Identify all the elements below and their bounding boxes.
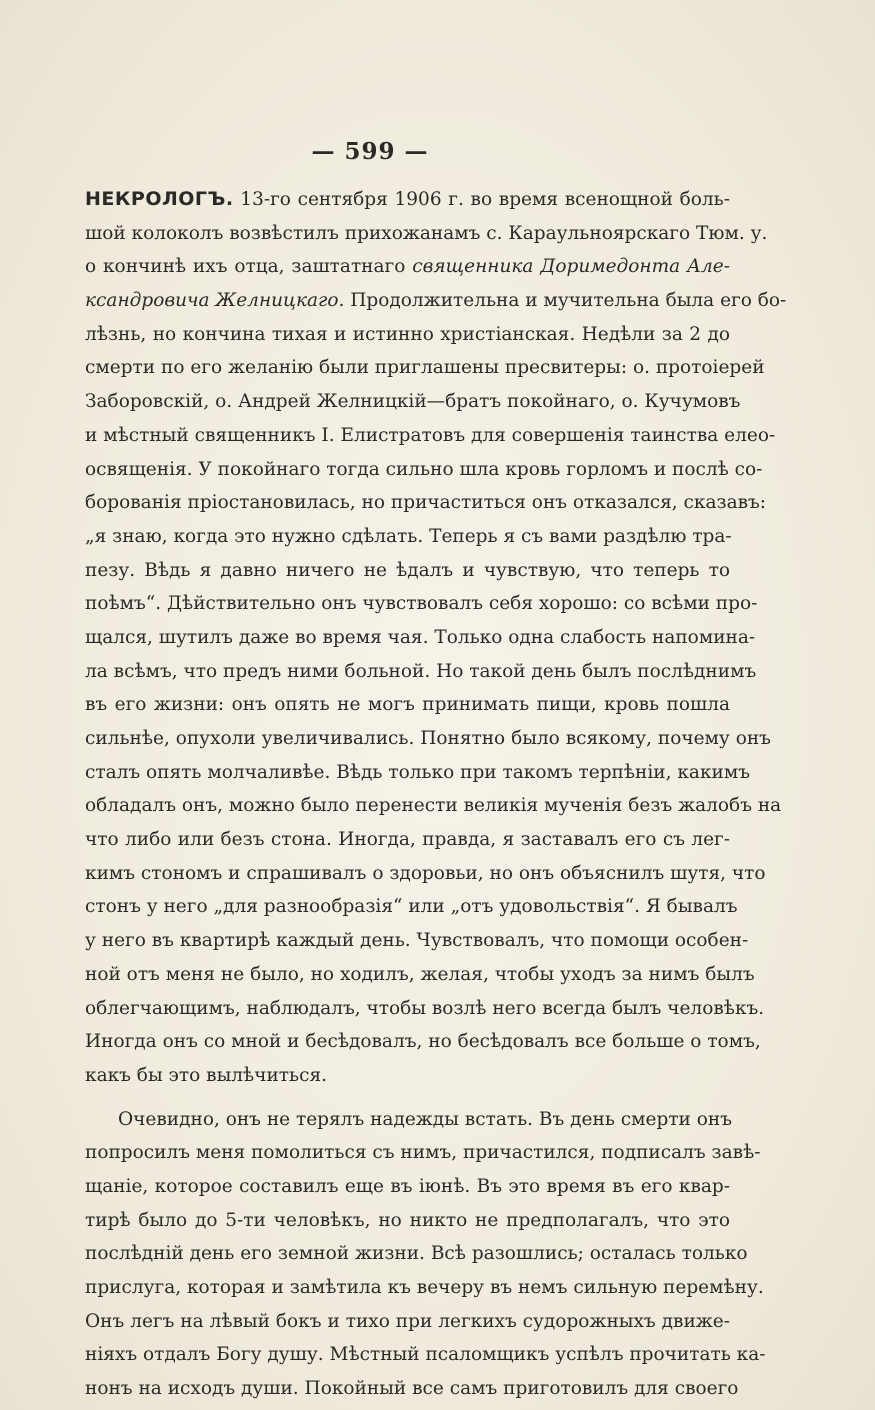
line-text: тирѣ было до 5-ти человѣкъ, но никто не предполагалъ, что это [85,1209,730,1231]
text-line [85,621,756,655]
text-line [85,250,730,284]
line-text: прислуга, которая и замѣтила къ вечеру въ немъ сильную перемѣну. [85,1277,764,1298]
line-text: пезу. Вѣдь я давно ничего не ѣдалъ и чувствую, что теперь то [85,559,730,581]
line-text: Продолжительна и мучительна была его бо- [344,290,787,312]
text-line [85,318,730,352]
page-number: — 599 — [311,138,429,165]
text-line [85,385,741,419]
text-line [85,722,771,756]
line-text: что либо или безъ стона. Иногда, правда, я заставалъ его съ лег- [85,829,730,851]
text-line [85,823,730,857]
line-text: Онъ легъ на лѣвый бокъ и тихо при легкихъ судорожныхъ движе- [85,1310,730,1332]
text-line [85,1059,730,1093]
text-line [85,217,768,251]
text-line [85,351,765,385]
line-text: кимъ стономъ и спрашивалъ о здоровьи, но онъ объяснилъ шутя, что [85,862,766,884]
text-line [85,756,751,790]
text-line [85,655,757,689]
line-text: смерти по его желанію были приглашены пресвитеры: о. протоіерей [85,357,765,379]
text-line [85,183,730,217]
text-line [85,1271,764,1305]
line-text: ла всѣмъ, что предъ ними больной. Но такой день былъ послѣднимъ [85,660,757,682]
line-text: стонъ у него „для разнообразія“ или „отъ удовольствія“. Я бывалъ [85,896,738,918]
obituary-text [85,183,787,1406]
text-line [85,1204,730,1238]
line-text: Иногда онъ со мной и бесѣдовалъ, но бесѣдовалъ все больше о томъ, [85,1031,761,1053]
line-text: послѣдній день его земной жизни. Всѣ разошлись; осталась только [85,1243,748,1265]
line-text: облегчающимъ, наблюдалъ, чтобы возлѣ него всегда былъ человѣкъ. [85,997,765,1019]
section-heading: НЕКРОЛОГЪ. [85,188,234,210]
line-text: обладалъ онъ, можно было перенести великія мученія безъ жалобъ на [85,795,782,817]
text-line [85,284,787,318]
text-line [85,1170,730,1204]
line-text: „я знаю, когда это нужно сдѣлать. Теперь я съ вами раздѣлю тра- [85,525,732,547]
text-line [85,1305,730,1339]
priest-name: ксандровича Желницкаго. [85,290,345,312]
line-text: борованія пріостановилась, но причаститься онъ отказался, сказавъ: [85,492,767,514]
line-text: щался, шутилъ даже во время чая. Только одна слабость напомина- [85,626,756,648]
text-line [85,688,730,722]
line-text: о кончинѣ ихъ отца, заштатнаго [85,256,413,278]
line-text: лѣзнь, но кончина тихая и истинно христіанская. Недѣли за 2 до [85,323,730,345]
text-line [85,587,758,621]
text-line [85,1372,739,1406]
line-text: у него въ квартирѣ каждый день. Чувствовалъ, что помощи особен- [85,930,749,952]
text-line [85,992,765,1026]
text-line [85,1103,733,1137]
text-line [85,453,763,487]
text-line [85,486,767,520]
line-text: ной отъ меня не было, но ходилъ, желая, чтобы уходъ за нимъ былъ [85,963,755,985]
text-line [85,1338,766,1372]
text-line [85,958,755,992]
text-line [85,1237,748,1271]
text-line [85,789,782,823]
text-line [85,520,730,554]
text-line [85,1136,761,1170]
line-text: ніяхъ отдалъ Богу душу. Мѣстный псаломщикъ успѣлъ прочитать ка- [85,1344,766,1366]
text-line [85,1025,761,1059]
text-line [85,890,738,924]
text-line [85,857,766,891]
line-text: освященія. У покойнаго тогда сильно шла кровь горломъ и послѣ со- [85,458,763,480]
line-text: сталъ опять молчаливѣе. Вѣдь только при такомъ терпѣніи, какимъ [85,761,751,783]
line-text: какъ бы это вылѣчиться. [85,1064,327,1086]
line-text: 13-го сентября 1906 г. во время всенощной боль- [233,189,730,210]
line-text: и мѣстный священникъ І. Елистратовъ для совершенія таинства елео- [85,424,776,446]
line-text: поѣмъ“. Дѣйствительно онъ чувствовалъ себя хорошо: со всѣми про- [85,593,758,615]
line-text: Очевидно, онъ не терялъ надежды встать. Въ день смерти онъ [118,1108,733,1130]
line-text: щаніе, которое составилъ еще въ іюнѣ. Въ это время въ его квар- [85,1175,730,1197]
line-text: въ его жизни: онъ опять не могъ принимать пищи, кровь пошла [85,694,730,716]
priest-name: священника Доримедонта Але- [412,256,730,278]
text-line [85,924,749,958]
line-text: Заборовскій, о. Андрей Желницкій—братъ покойнаго, о. Кучумовъ [85,391,741,413]
text-line [85,554,730,588]
line-text: сильнѣе, опухоли увеличивались. Понятно было всякому, почему онъ [85,728,771,749]
line-text: нонъ на исходъ души. Покойный все самъ приготовилъ для своего [85,1378,739,1400]
text-line [85,419,776,453]
line-text: шой колоколъ возвѣстилъ прихожанамъ с. Караульноярскаго Тюм. у. [85,222,768,244]
line-text: попросилъ меня помолиться съ нимъ, причастился, подписалъ завѣ- [85,1142,761,1164]
paragraph-gap [85,1093,730,1103]
